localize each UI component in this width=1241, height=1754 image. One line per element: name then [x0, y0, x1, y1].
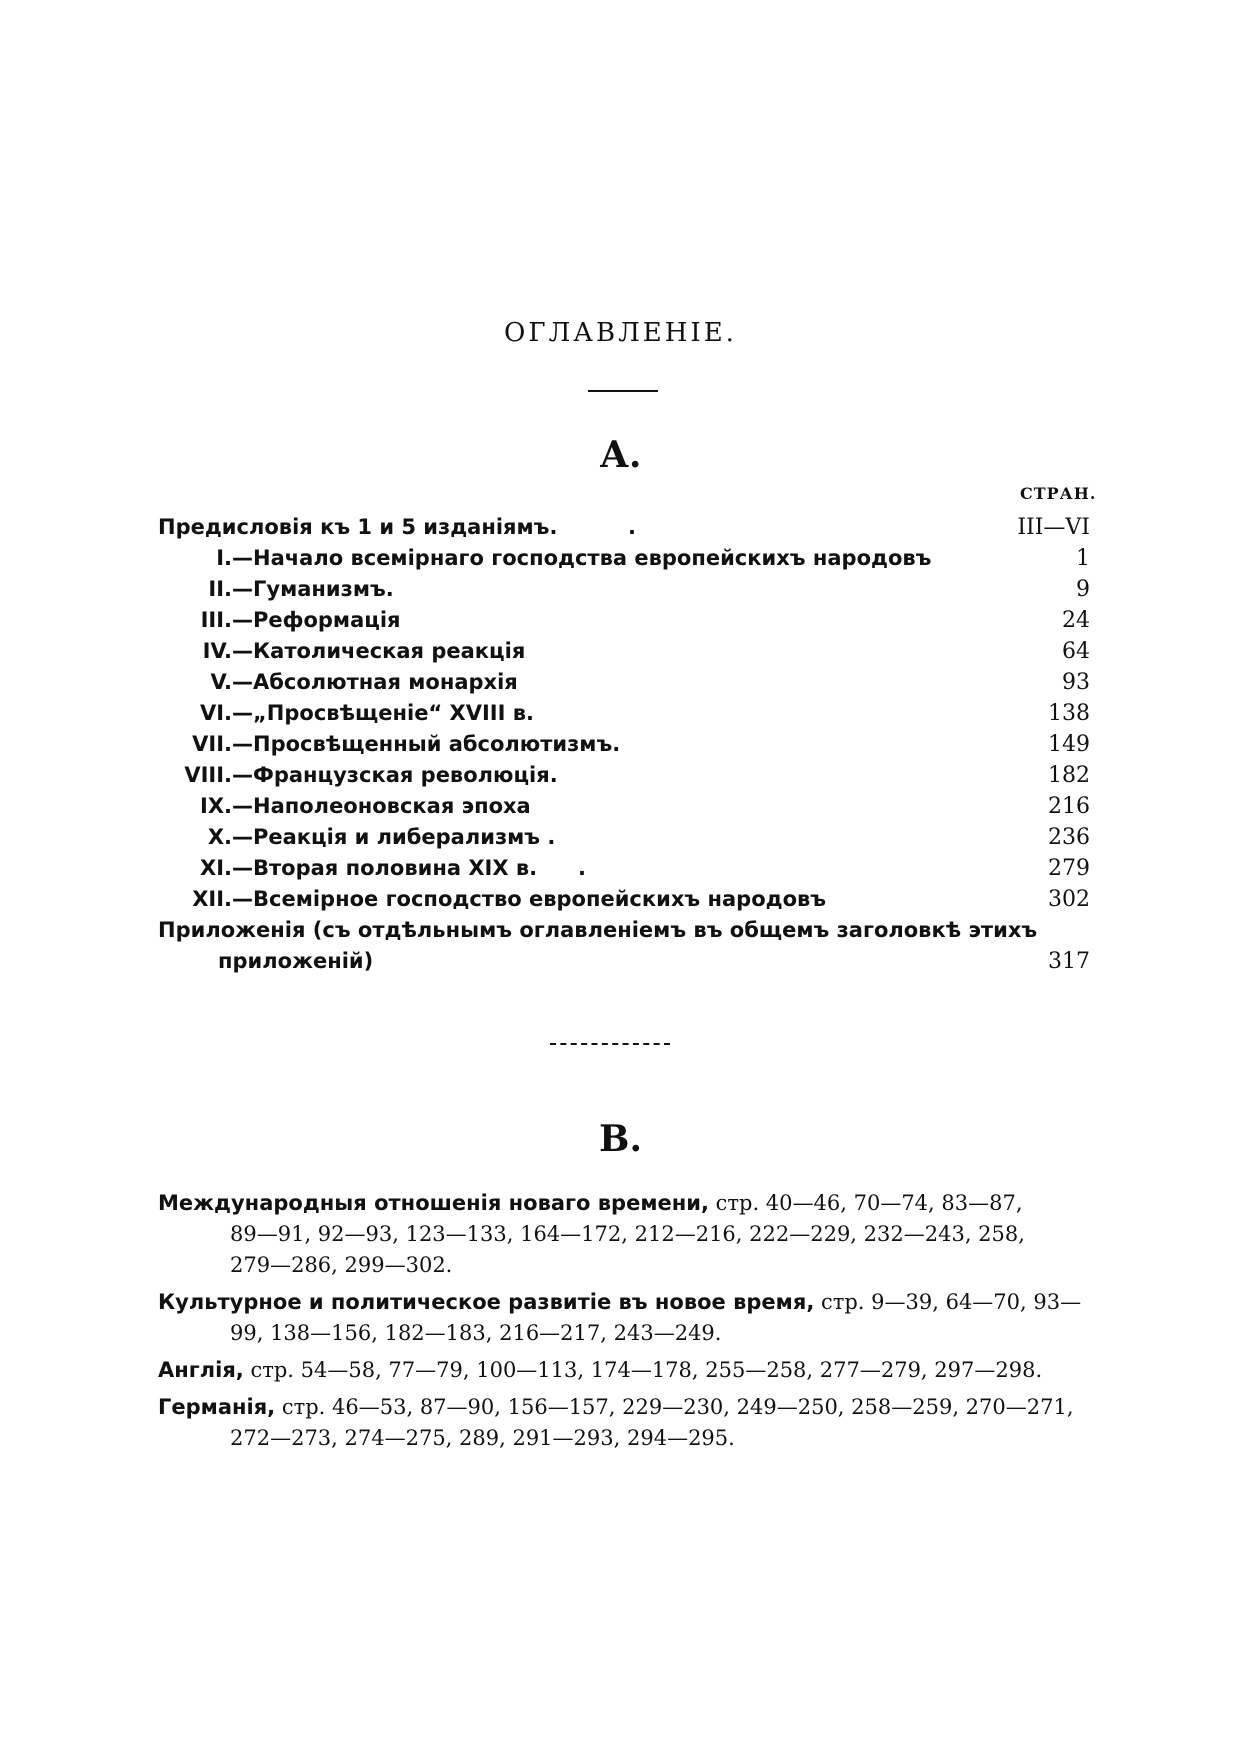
- toc-preface-page: III—VI: [1017, 515, 1090, 540]
- toc-row-appendix: [158, 915, 1090, 977]
- section-b-heading: B.: [599, 1118, 642, 1160]
- toc-row: VIII.—Французская революція. 182: [158, 760, 1090, 791]
- toc-row-preface: [158, 512, 1090, 543]
- toc-chapter-title: Вторая половина XIX в.: [253, 856, 538, 880]
- toc-row: VI.—„Просвѣщеніе“ XVIII в. 138: [158, 698, 1090, 729]
- index-entry-label: Культурное и политическое развитіе въ новое время,: [158, 1290, 815, 1314]
- toc-row: III.—Реформація 24: [158, 605, 1090, 636]
- toc-chapter-title: Абсолютная монархія: [253, 670, 518, 694]
- toc-row: IX.—Наполеоновская эпоха 216: [158, 791, 1090, 822]
- toc-chapter-page: 149: [1048, 732, 1090, 757]
- section-a-heading: А.: [599, 434, 642, 476]
- toc-chapter-title: Реакція и либерализмъ .: [253, 825, 556, 849]
- index-entry-pages: стр. 40—46, 70—74, 83—87,: [708, 1191, 1023, 1215]
- index-entry: [158, 1392, 1090, 1454]
- toc-chapter-page: 236: [1048, 825, 1090, 850]
- toc-chapter-title: Начало всемірнаго господства европейскихъ народовъ: [253, 546, 932, 570]
- toc-row: XI.—Вторая половина XIX в. . 279: [158, 853, 1090, 884]
- toc-chapter-number: X.: [207, 825, 232, 849]
- toc-chapter-number: XI.: [200, 856, 232, 880]
- toc-chapter-number: VIII.: [184, 763, 232, 787]
- toc-preface-text: Предисловія къ 1 и 5 изданіямъ.: [158, 515, 558, 539]
- toc-chapter-page: 9: [1076, 577, 1090, 602]
- index-entry-label: Международныя отношенія новаго времени,: [158, 1191, 709, 1215]
- index-entry-label: Германія,: [158, 1395, 276, 1419]
- section-divider: [550, 1043, 670, 1045]
- toc-chapter-page: 302: [1048, 887, 1090, 912]
- table-of-contents: [158, 512, 1090, 977]
- toc-chapter-page: 1: [1076, 546, 1090, 571]
- toc-chapter-number: V.: [210, 670, 232, 694]
- toc-chapter-page: 93: [1062, 670, 1090, 695]
- toc-chapter-title: Реформація: [253, 608, 401, 632]
- toc-chapter-page: 24: [1062, 608, 1090, 633]
- index-entry-pages: стр. 9—39, 64—70, 93—: [814, 1290, 1082, 1314]
- toc-row: X.—Реакція и либерализмъ . 236: [158, 822, 1090, 853]
- toc-chapter-number: VII.: [192, 732, 232, 756]
- toc-row: II.—Гуманизмъ. 9: [158, 574, 1090, 605]
- toc-chapter-number: IV.: [202, 639, 232, 663]
- toc-row: V.—Абсолютная монархія 93: [158, 667, 1090, 698]
- toc-chapter-number: I.: [216, 546, 232, 570]
- toc-chapter-number: VI.: [199, 701, 232, 725]
- toc-chapter-title: Католическая реакція: [253, 639, 526, 663]
- toc-chapter-number: XII.: [192, 887, 232, 911]
- page-title: ОГЛАВЛЕНІЕ.: [504, 318, 737, 348]
- toc-chapter-page: 216: [1048, 794, 1090, 819]
- pages-column-header: СТРАН.: [1020, 484, 1097, 503]
- index-entry-label: Англія,: [158, 1358, 244, 1382]
- toc-chapter-title: Просвѣщенный абсолютизмъ.: [253, 732, 621, 756]
- toc-chapter-title: „Просвѣщеніе“ XVIII в.: [253, 701, 535, 725]
- toc-row: IV.—Католическая реакція 64: [158, 636, 1090, 667]
- toc-appendix-line1: Приложенія (съ отдѣльнымъ оглавленіемъ въ общемъ заголовкѣ этихъ: [158, 918, 1038, 942]
- index-entry-continuation: 99, 138—156, 182—183, 216—217, 243—249.: [230, 1321, 722, 1345]
- subject-index: [158, 1188, 1090, 1460]
- index-entry-pages: стр. 46—53, 87—90, 156—157, 229—230, 249—250, 258—259, 270—271,: [275, 1395, 1074, 1419]
- toc-chapter-title: Французская революція.: [253, 763, 558, 787]
- toc-row: XII.—Всемірное господство европейскихъ народовъ 302: [158, 884, 1090, 915]
- index-entry-pages: стр. 54—58, 77—79, 100—113, 174—178, 255—258, 277—279, 297—298.: [243, 1358, 1043, 1382]
- toc-chapter-number: III.: [200, 608, 232, 632]
- index-entry: [158, 1355, 1090, 1386]
- toc-chapter-number: II.: [208, 577, 232, 601]
- index-entry-continuation: 89—91, 92—93, 123—133, 164—172, 212—216, 222—229, 232—243, 258,: [230, 1222, 1025, 1246]
- title-rule: [588, 390, 658, 392]
- toc-chapter-title: Всемірное господство европейскихъ народовъ: [253, 887, 827, 911]
- toc-chapter-page: 138: [1048, 701, 1090, 726]
- toc-chapter-title: Наполеоновская эпоха: [253, 794, 531, 818]
- toc-appendix-line2: приложеній): [218, 949, 374, 973]
- toc-chapter-page: 182: [1048, 763, 1090, 788]
- toc-chapter-page: 64: [1062, 639, 1090, 664]
- index-entry-continuation: 279—286, 299—302.: [230, 1253, 453, 1277]
- toc-chapter-page: 279: [1048, 856, 1090, 881]
- index-entry-continuation: 272—273, 274—275, 289, 291—293, 294—295.: [230, 1426, 735, 1450]
- toc-chapter-dot: .: [578, 856, 586, 880]
- toc-row: VII.—Просвѣщенный абсолютизмъ. 149: [158, 729, 1090, 760]
- toc-preface-dot: .: [628, 515, 636, 539]
- index-entry: [158, 1188, 1090, 1281]
- toc-row: I.—Начало всемірнаго господства европейскихъ народовъ 1: [158, 543, 1090, 574]
- toc-chapter-number: IX.: [200, 794, 232, 818]
- index-entry: [158, 1287, 1090, 1349]
- toc-appendix-page: 317: [1048, 949, 1090, 974]
- toc-chapter-title: Гуманизмъ.: [253, 577, 394, 601]
